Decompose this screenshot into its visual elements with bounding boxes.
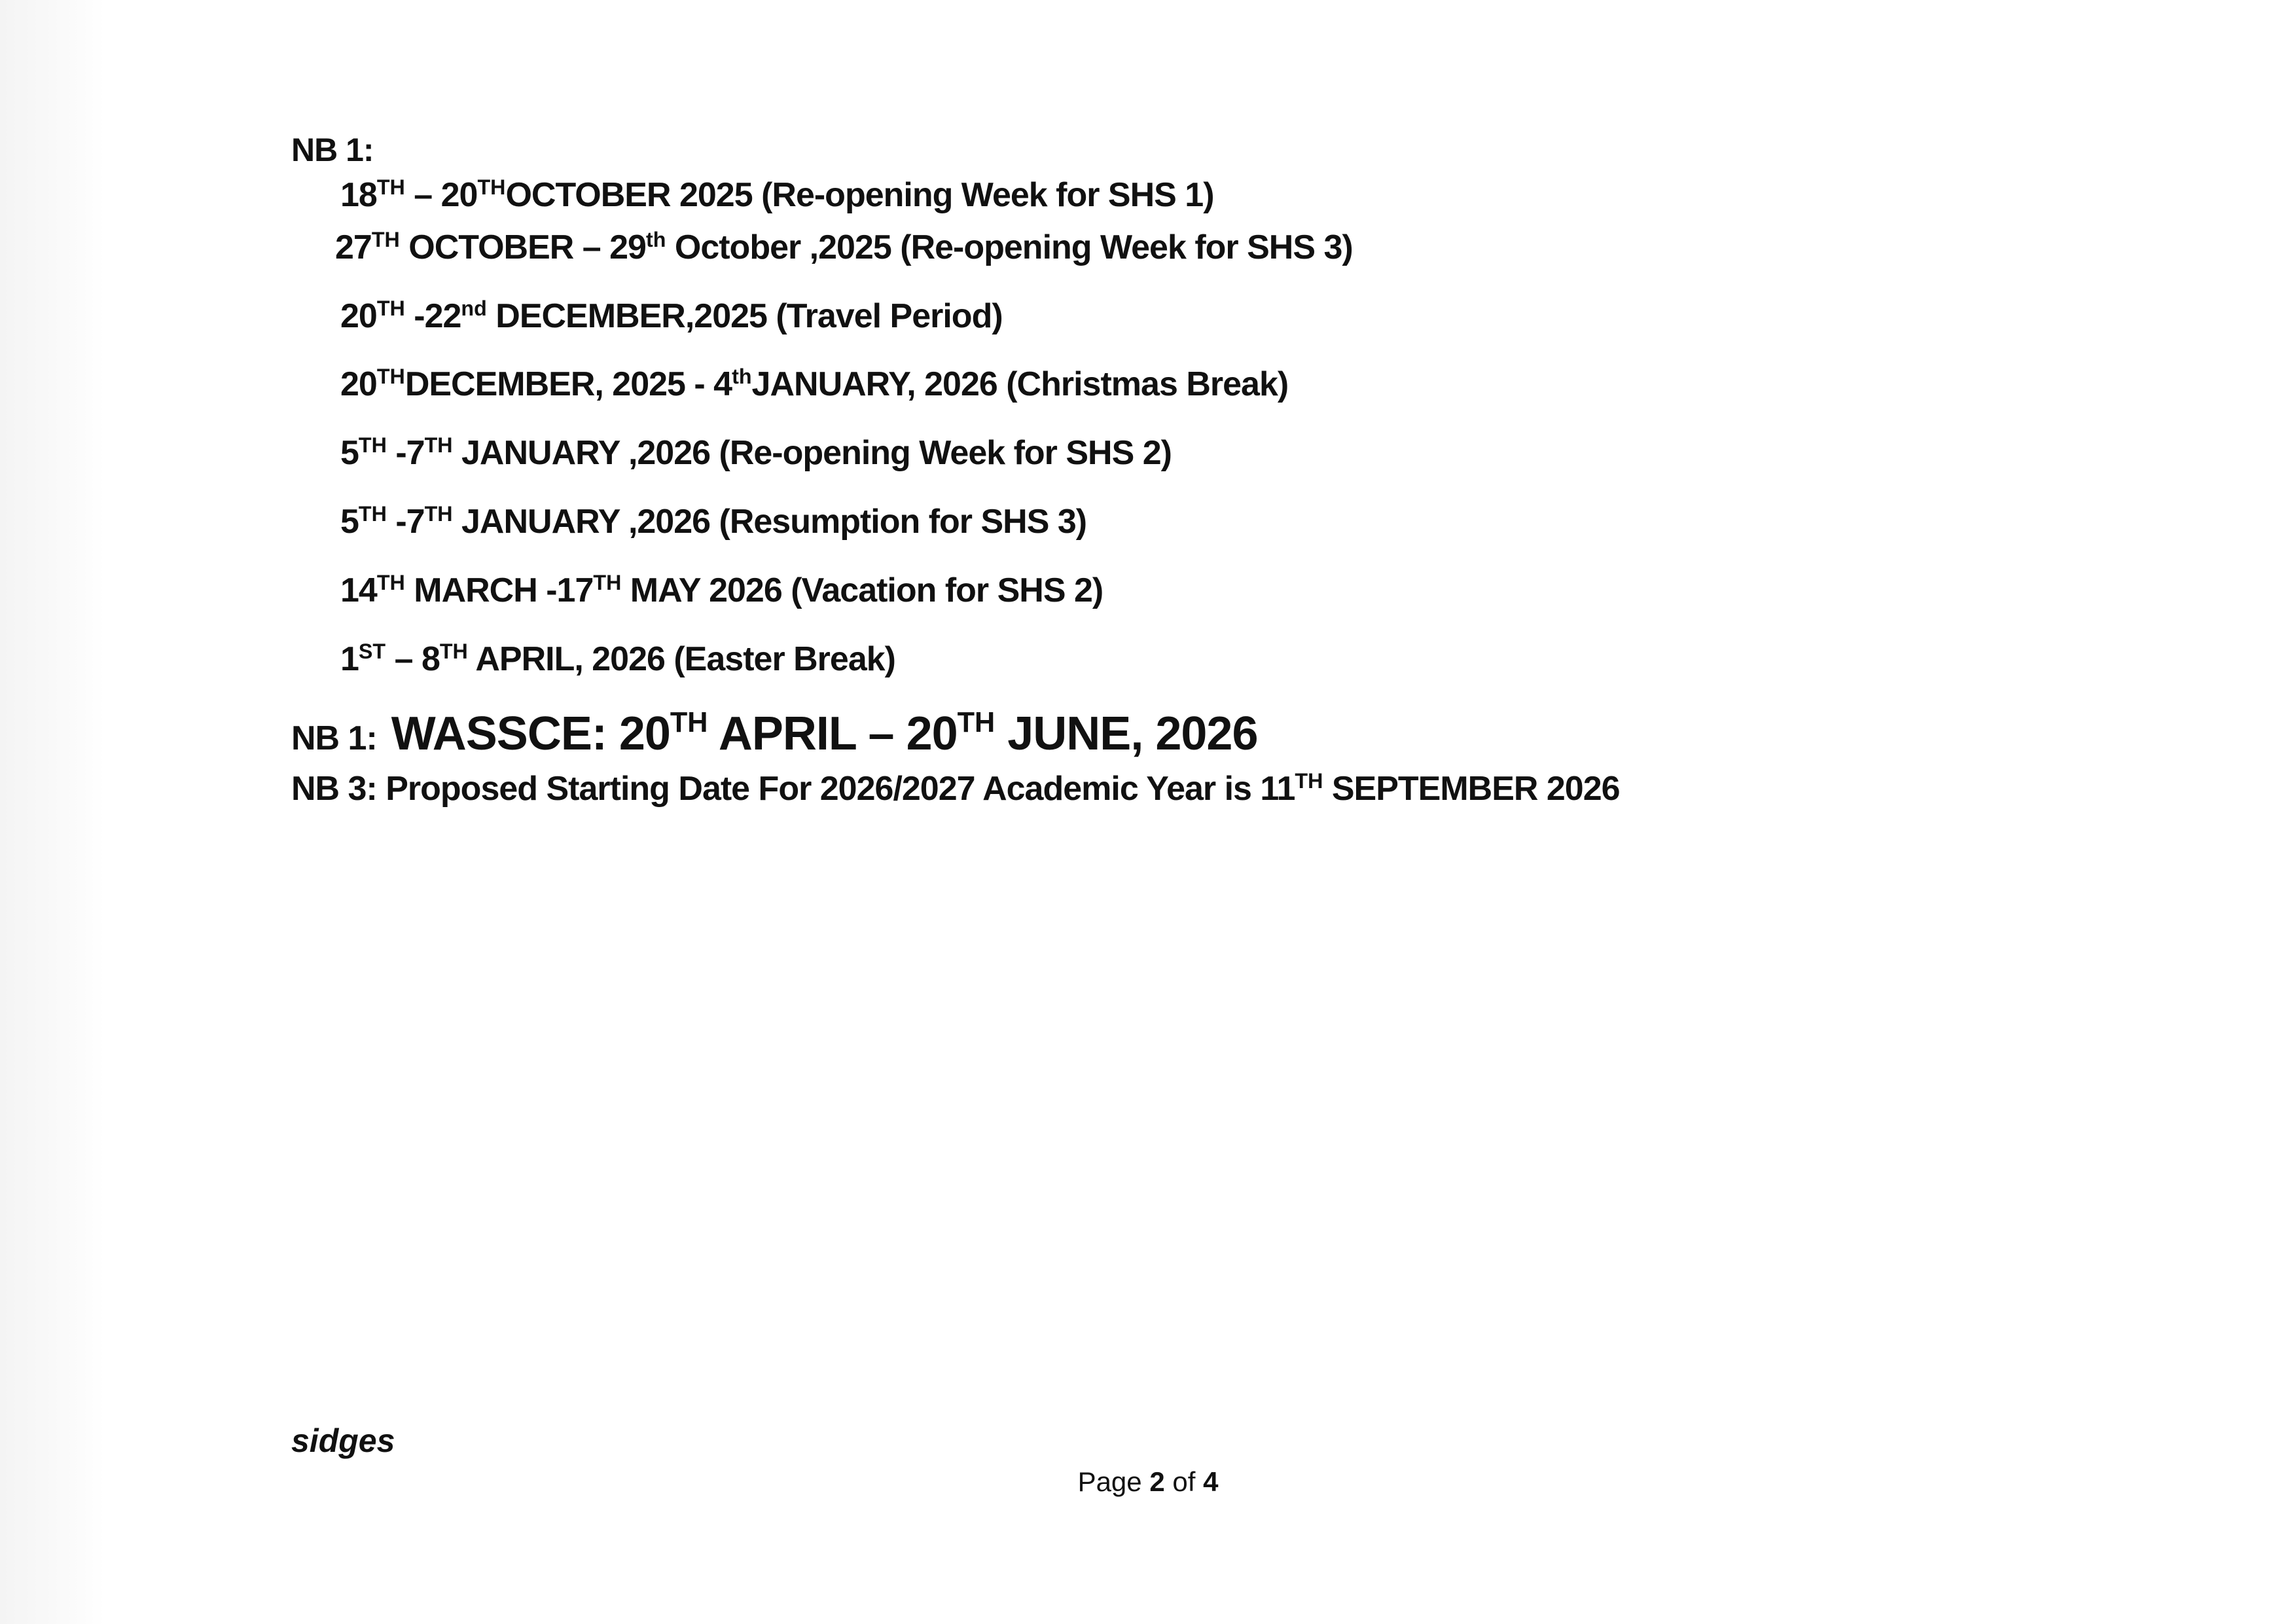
date-item-5: 5TH -7TH JANUARY ,2026 (Re-opening Week for SHS 2): [340, 433, 1172, 472]
page-edge-shadow: [0, 0, 105, 1624]
wassce-label: NB 1:: [291, 719, 377, 757]
date-item-2: 27TH OCTOBER – 29th October ,2025 (Re-opening Week for SHS 3): [335, 228, 1353, 266]
date-item-1: 18TH – 20THOCTOBER 2025 (Re-opening Week for SHS 1): [340, 175, 1214, 214]
date-item-6: 5TH -7TH JANUARY ,2026 (Resumption for SHS 3): [340, 502, 1087, 541]
date-item-3: 20TH -22nd DECEMBER,2025 (Travel Period): [340, 297, 1003, 335]
signature-text: sidges: [291, 1422, 395, 1459]
current-page-number: 2: [1149, 1466, 1165, 1497]
nb3-note: NB 3: Proposed Starting Date For 2026/2027 Academic Year is 11TH SEPTEMBER 2026: [291, 769, 1620, 808]
nb1-heading: NB 1:: [291, 132, 374, 168]
wassce-note: [291, 707, 1258, 761]
date-item-4: 20THDECEMBER, 2025 - 4thJANUARY, 2026 (Christmas Break): [340, 365, 1289, 403]
date-item-7: 14TH MARCH -17TH MAY 2026 (Vacation for SHS 2): [340, 571, 1103, 609]
page-footer: Page 2 of 4: [1077, 1466, 1219, 1497]
date-item-8: 1ST – 8TH APRIL, 2026 (Easter Break): [340, 640, 895, 678]
total-page-count: 4: [1203, 1466, 1219, 1497]
wassce-dates: WASSCE: 20TH APRIL – 20TH JUNE, 2026: [391, 707, 1258, 760]
